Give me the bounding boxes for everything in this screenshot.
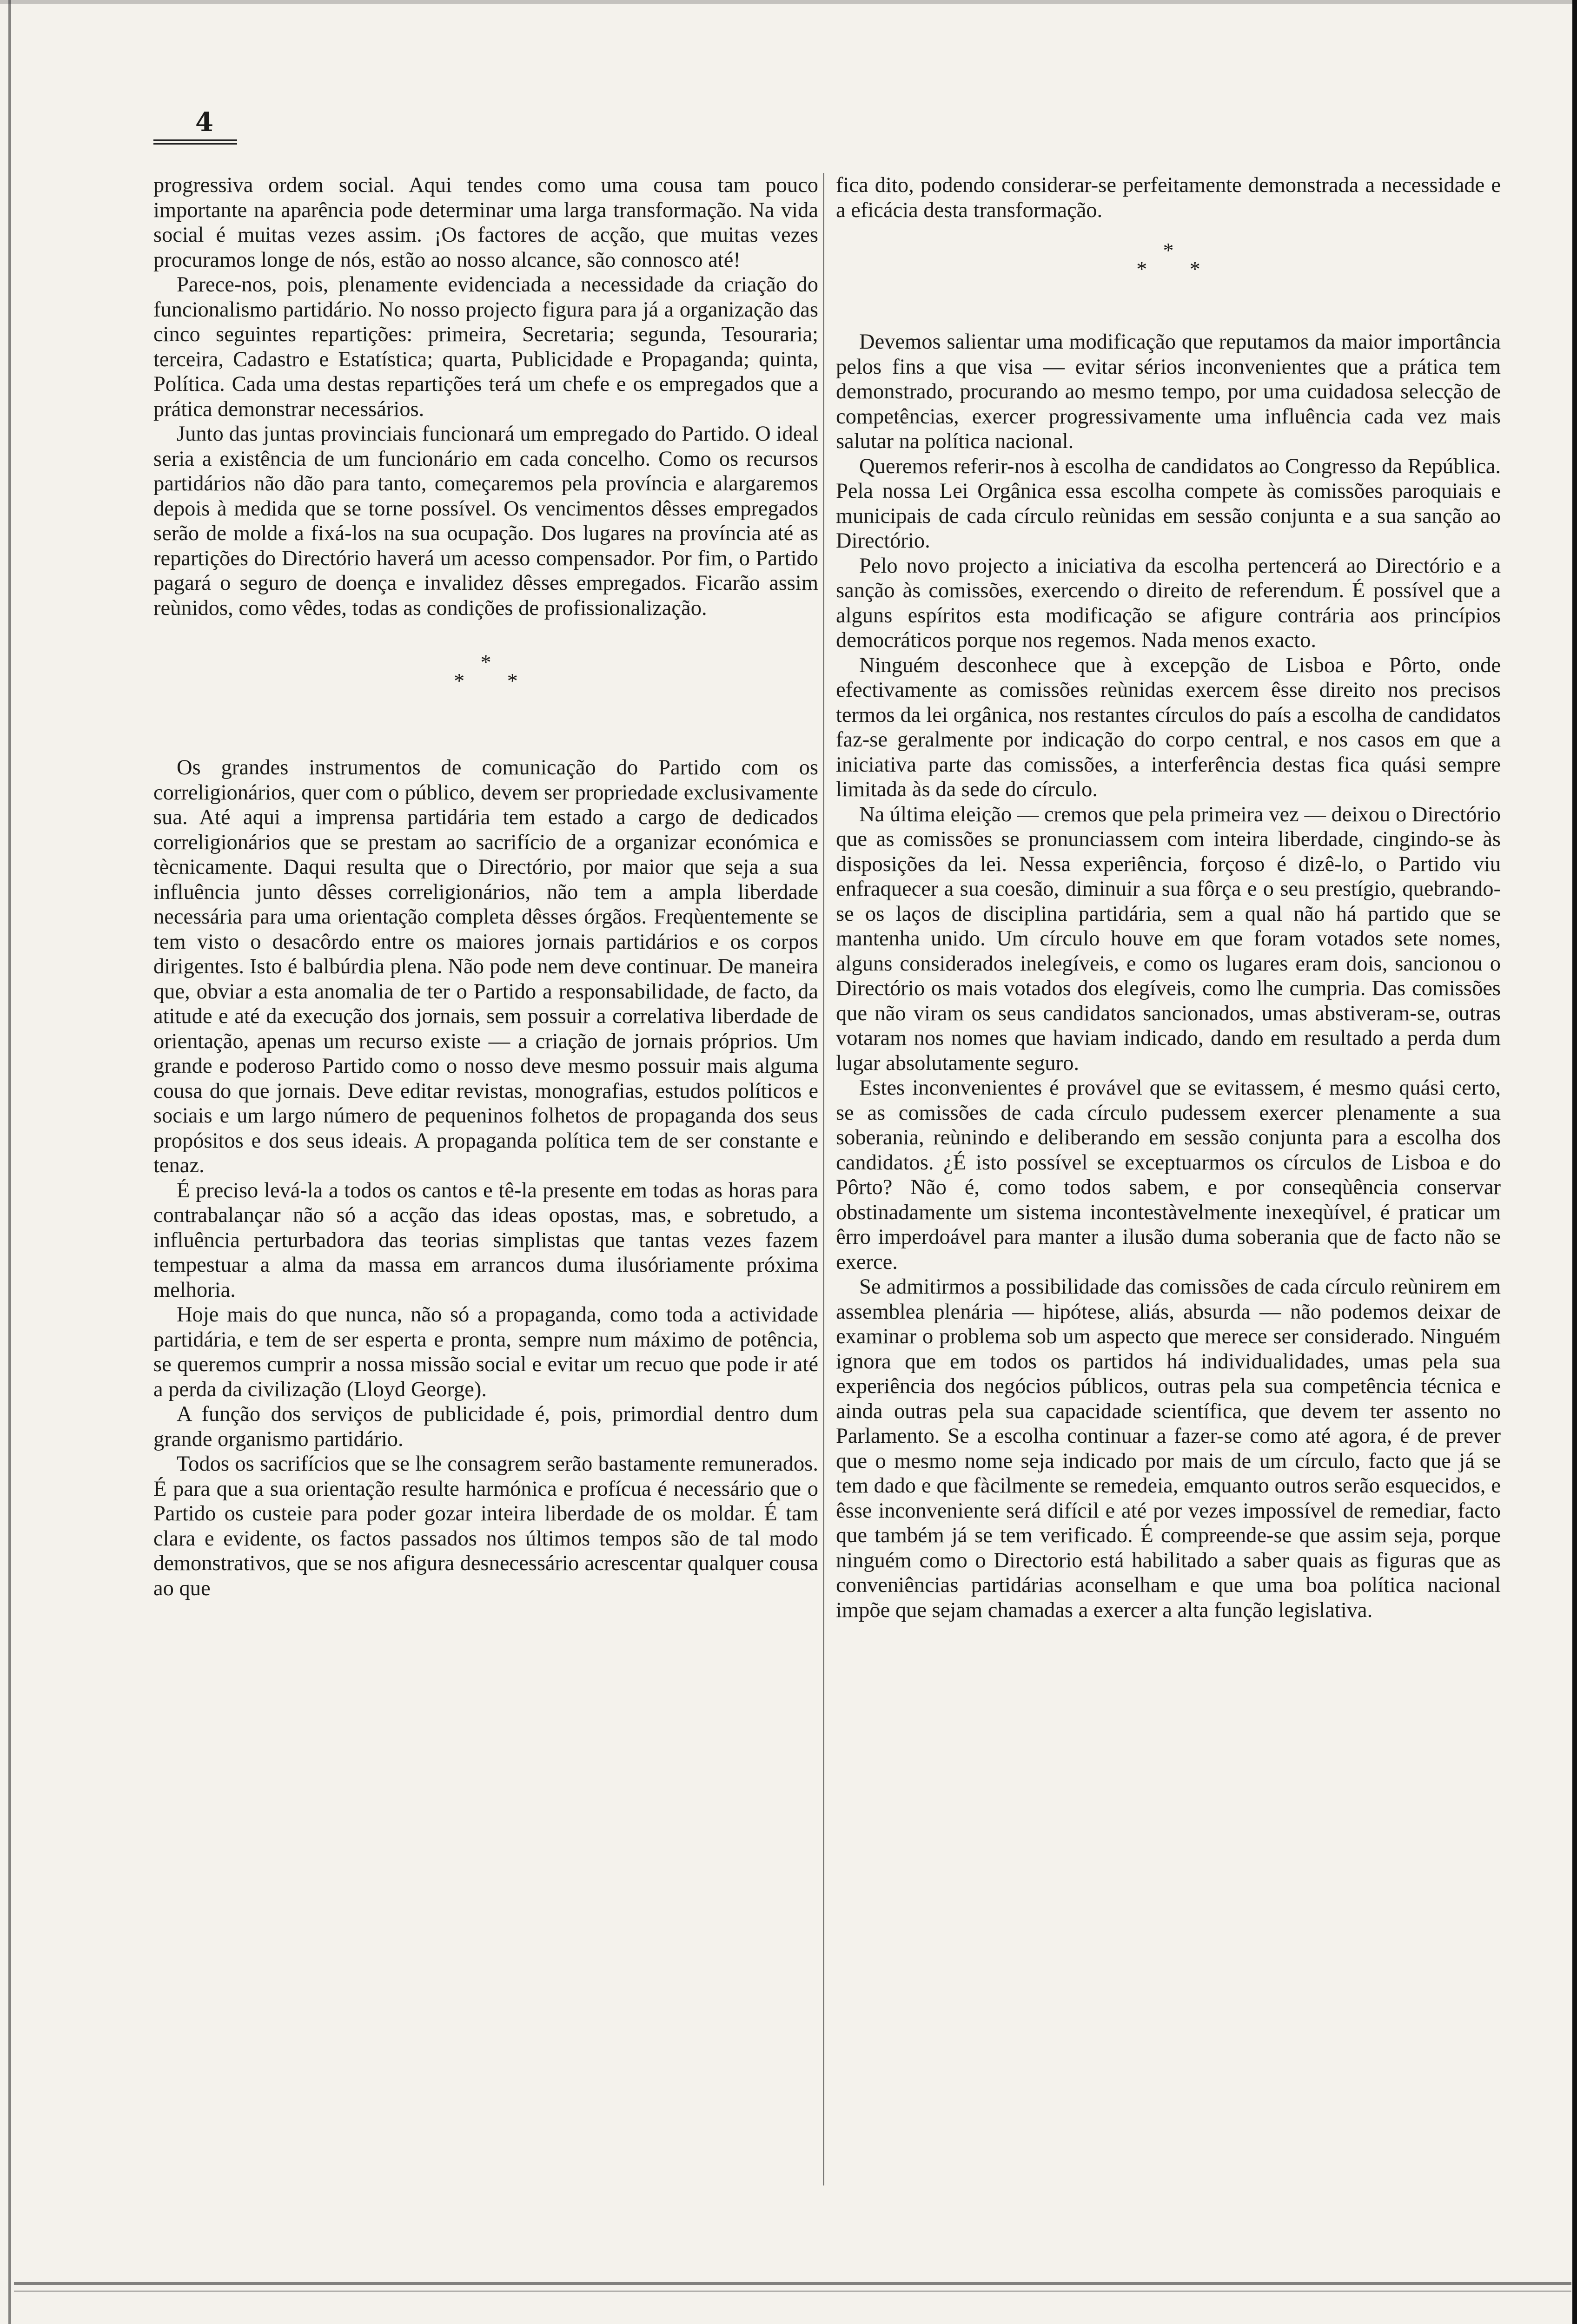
left-column [153, 173, 818, 1601]
bottom-rule [14, 2291, 1571, 2292]
paragraph: É preciso levá-la a todos os cantos e tê-la presente em todas as horas para contrabalançar não só a acção das ideas opostas, mas, e sobretudo, a influência perturbadora das teorias simplistas que tantas vezes fazem tempestuar a alma da massa em arrancos duma ilusóriamente próxima melhoria. [153, 1178, 818, 1302]
paragraph: Devemos salientar uma modificação que reputamos da maior importância pelos fins a que visa — evitar sérios inconvenientes que a prática tem demonstrado, procurando ao mesmo tempo, por uma cuidadosa selecção de competências, exercer progressivamente uma influência cada vez mais salutar na política nacional. [836, 330, 1501, 453]
paragraph: Parece-nos, pois, plenamente evidenciada a necessidade da criação do funcionalismo partidário. No nosso projecto figura para já a organização das cinco seguintes repartições: primeira, Secretaria; segunda, Tesouraria; terceira, Cadastro e Estatística; quarta, Publicidade e Propaganda; quinta, Política. Cada uma destas repartições terá um chefe e os empregados que a prática demonstrar necessários. [153, 273, 818, 421]
page-bottom-rules [14, 2273, 1571, 2301]
paragraph: Ninguém desconhece que à excepção de Lisboa e Pôrto, onde efectivamente as comissões reùnidas exercem êsse direito nos precisos termos da lei orgânica, nos restantes círculos do país a escolha de candidatos faz-se geralmente por indicação do corpo central, e nos casos em que a iniciativa parte das comissões, a interferência destas fica quási sempre limitada às da sede do círculo. [836, 653, 1501, 801]
paragraph: Estes inconvenientes é provável que se evitassem, é mesmo quási certo, se as comissões de cada círculo pudessem exercer plenamente a sua soberania, reùnindo e deliberando em sessão conjunta para a escolha dos candidatos. ¿É isto possível se exceptuarmos os círculos de Lisboa e do Pôrto? Não é, como todos sabem, e por conseqùência conservar obstinadamente um sistema incontestàvelmente inexeqùível, é praticar um êrro imperdoável para manter a ilusão duma soberania que de facto não se exerce. [836, 1076, 1501, 1274]
paragraph: Hoje mais do que nunca, não só a propaganda, como toda a actividade partidária, e tem de ser esperta e pronta, sempre num máximo de potência, se queremos cumprir a nossa missão social e evitar um recuo que pode ir até a perda da civilização (Lloyd George). [153, 1303, 818, 1401]
bottom-rule [14, 2282, 1571, 2285]
paragraph: progressiva ordem social. Aqui tendes como uma cousa tam pouco importante na aparência pode determinar uma larga transformação. Na vida social é muitas vezes assim. ¡Os factores de acção, que muitas vezes procuramos longe de nós, estão ao nosso alcance, são connosco até! [153, 173, 818, 272]
paragraph: Pelo novo projecto a iniciativa da escolha pertencerá ao Directório e a sanção às comissões, exercendo o direito de referendum. É possível que a alguns espíritos esta modificação se afigure contrária aos princípios democráticos porque nos regemos. Nada menos exacto. [836, 554, 1501, 652]
section-separator [153, 650, 818, 693]
page-top-edge [0, 0, 1577, 4]
paragraph: Junto das juntas provinciais funcionará um empregado do Partido. O ideal seria a existência de um funcionário em cada concelho. Como os recursos partidários não dão para tanto, começaremos pela província e alargaremos depois à medida que se torne possível. Os vencimentos dêsses empregados serão de molde a fixá-los na sua ocupação. Dos lugares na província até as repartições do Directório haverá um acesso compensador. Por fim, o Partido pagará o seguro de doença e invalidez dêsses empregados. Ficarão assim reùnidos, como vêdes, todas as condições de profissionalização. [153, 422, 818, 620]
right-column [836, 173, 1501, 1623]
paragraph: Se admitirmos a possibilidade das comissões de cada círculo reùnirem em assemblea plenária — hipótese, aliás, absurda — não podemos deixar de examinar o problema sob um aspecto que merece ser considerado. Ninguém ignora que em todos os partidos há individualidades, umas pela sua experiência dos negócios públicos, outras pela sua competência técnica e ainda outras pela sua capacidade scientífica, que devem ter assento no Parlamento. Se a escolha continuar a fazer-se como até agora, é de prever que o mesmo nome seja indicado por mais de um círculo, facto que já se tem dado e que fàcilmente se remedeia, emquanto outros serão esquecidos, e êsse inconveniente será difícil e até por vezes impossível de remediar, facto que também já se tem verificado. É compreende-se que assim seja, porque ninguém como o Directorio está habilitado a saber quais as figuras que as conveniências partidárias aconselham e que uma boa política nacional impõe que sejam chamadas a exercer a alta função legislativa. [836, 1275, 1501, 1622]
section-separator [836, 238, 1501, 281]
page-number-rule [153, 139, 237, 145]
page-left-edge [8, 0, 11, 2324]
paragraph: A função dos serviços de publicidade é, pois, primordial dentro dum grande organismo partidário. [153, 1402, 818, 1451]
paragraph: Todos os sacrifícios que se lhe consagrem serão bastamente remunerados. É para que a sua orientação resulte harmónica e profícua é necessário que o Partido os custeie para poder gozar inteira liberdade de os moldar. É tam clara e evidente, os factos passados nos últimos tempos são de tal modo demonstrativos, que se nos afigura desnecessário acrescentar qualquer cousa ao que [153, 1452, 818, 1600]
paragraph: fica dito, podendo considerar-se perfeitamente demonstrada a necessidade e a eficácia desta transformação. [836, 173, 1501, 222]
asterism-bottom: * * [1136, 257, 1200, 281]
asterism-top: * [1163, 238, 1174, 262]
page-right-edge [1572, 0, 1577, 2324]
column-divider [823, 173, 824, 2185]
asterism-top: * [480, 650, 491, 674]
page-number: 4 [195, 107, 213, 138]
paragraph: Na última eleição — cremos que pela primeira vez — deixou o Directório que as comissões se pronunciassem com inteira liberdade, cingindo-se às disposições da lei. Nessa experiência, forçoso é dizê-lo, o Partido viu enfraquecer a sua coesão, diminuir a sua fôrça e o seu prestígio, quebrando-se os laços de disciplina partidária, sem a qual não há partido que se mantenha unido. Um círculo houve em que foram votados sete nomes, alguns considerados inelegíveis, e como os lugares eram dois, sancionou o Directório os mais votados dos elegíveis, como lhe cumpria. Das comissões que não viram os seus candidatos sancionados, umas abstiveram-se, outras votaram nos nomes que haviam indicado, dando em resultado a perda dum lugar absolutamente seguro. [836, 802, 1501, 1075]
paragraph: Queremos referir-nos à escolha de candidatos ao Congresso da República. Pela nossa Lei Orgânica essa escolha compete às comissões paroquiais e municipais de cada círculo reùnidas em sessão conjunta e a sua sanção ao Directório. [836, 454, 1501, 553]
asterism-bottom: * * [454, 669, 518, 693]
paragraph: Os grandes instrumentos de comunicação do Partido com os correligionários, quer com o público, devem ser propriedade exclusivamente sua. Até aqui a imprensa partidária tem estado a cargo de dedicados correligionários que se prestam ao sacrifício de a organizar económica e tècnicamente. Daqui resulta que o Directório, por maior que seja a sua influência junto dêsses correligionários, não tem a ampla liberdade necessária para uma orientação completa dêsses órgãos. Freqùentemente se tem visto o desacôrdo entre os maiores jornais partidários e os corpos dirigentes. Isto é balbúrdia plena. Não pode nem deve continuar. De maneira que, obviar a esta anomalia de ter o Partido a responsabilidade, de facto, da atitude e até da execução dos jornais, sem possuir a correlativa liberdade de orientação, apenas um recurso existe — a criação de jornais próprios. Um grande e poderoso Partido como o nosso deve mesmo possuir mais alguma cousa do que jornais. Deve editar revistas, monografias, estudos políticos e sociais e um largo número de pequeninos folhetos de propaganda dos seus propósitos e dos seus ideais. A propaganda política tem de ser constante e tenaz. [153, 756, 818, 1177]
